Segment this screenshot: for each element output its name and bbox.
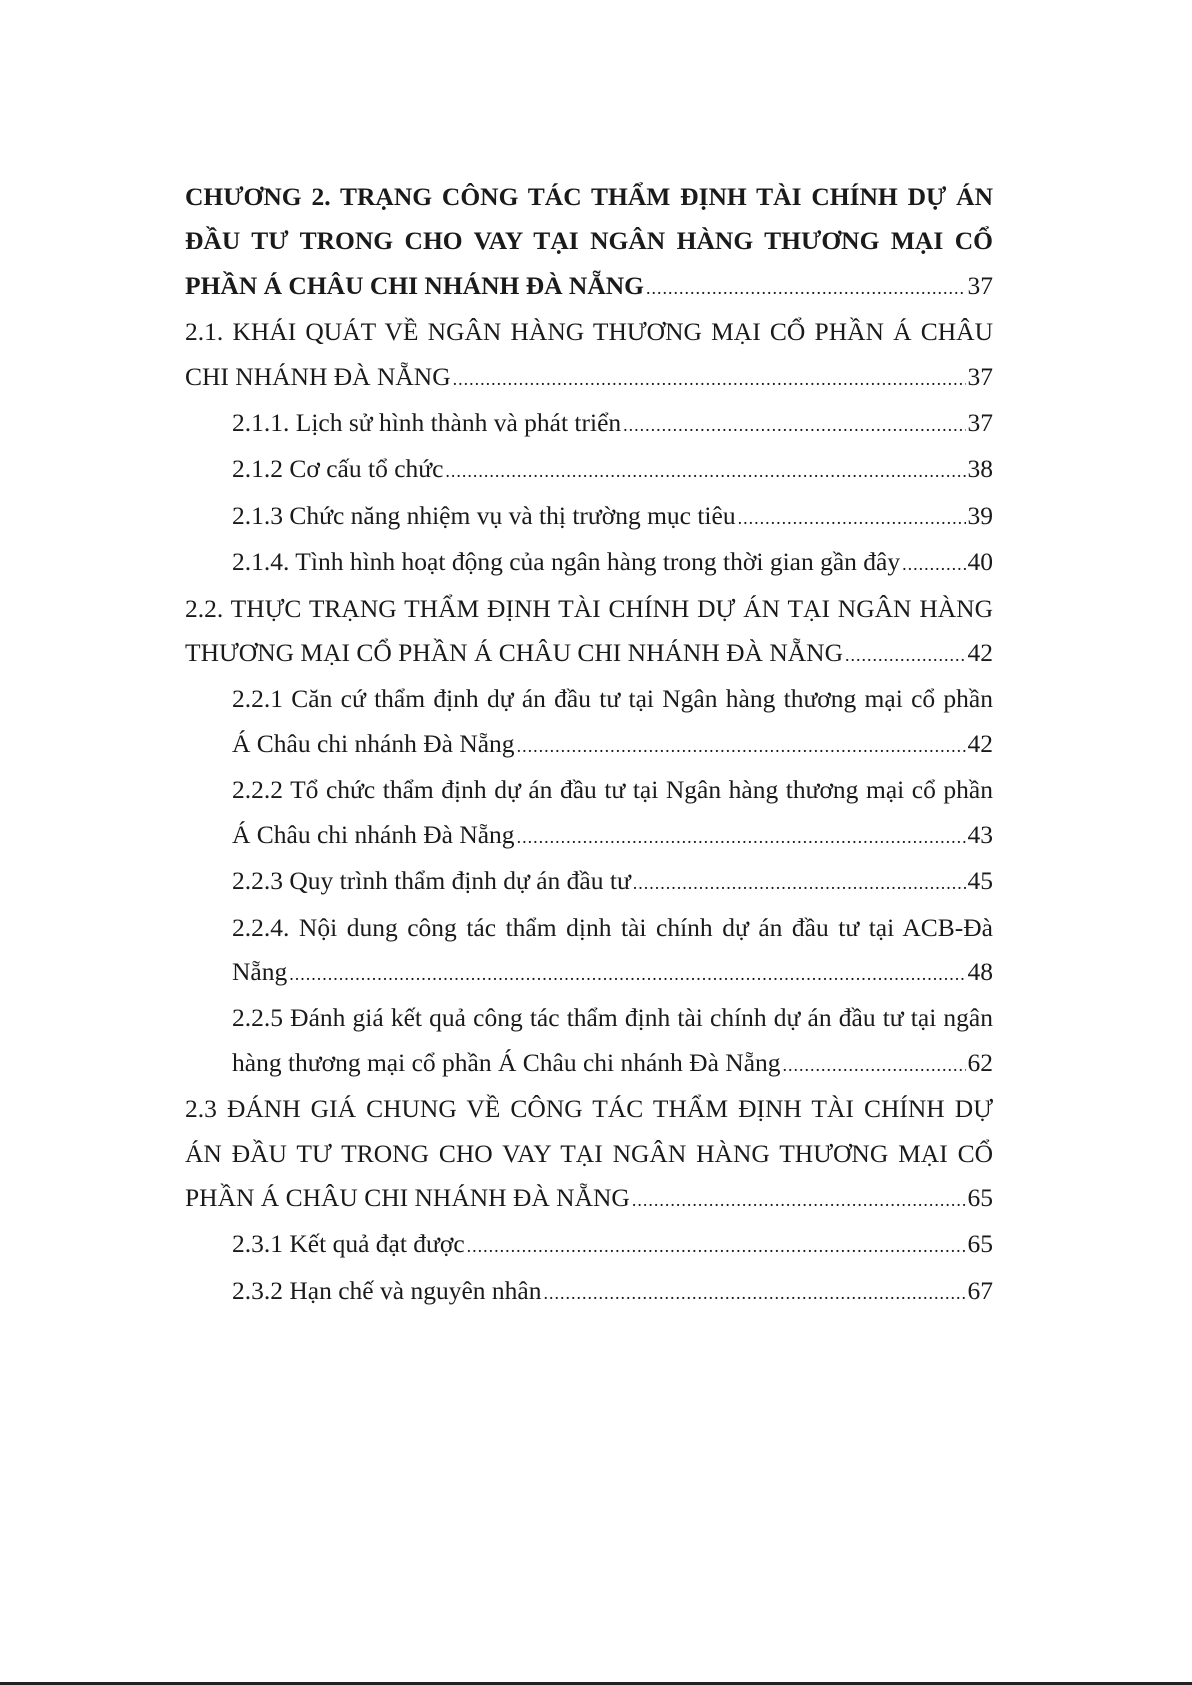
toc-entry-title: 2.2.1 Căn cứ thẩm định dự án đầu tư tại Ngân hàng thương mại cổ phần [232, 684, 993, 714]
toc-entry-last-line [232, 722, 993, 768]
toc-entry-title: PHẦN Á CHÂU CHI NHÁNH ĐÀ NẴNG [185, 1182, 630, 1212]
toc-page-number: 42 [967, 638, 993, 668]
toc-entry-last-line [232, 1269, 993, 1315]
toc-entry-last-line [185, 1176, 993, 1222]
toc-entry-last-line [185, 631, 993, 677]
dot-leader [289, 952, 965, 996]
toc-entry-title: PHẦN Á CHÂU CHI NHÁNH ĐÀ NẴNG [185, 270, 644, 300]
toc-entry-last-line [232, 1222, 993, 1268]
table-of-contents [185, 175, 993, 1315]
dot-leader [646, 266, 966, 310]
dot-leader [445, 449, 965, 493]
toc-entry-last-line [232, 540, 993, 586]
toc-entry-title: 2.1. KHÁI QUÁT VỀ NGÂN HÀNG THƯƠNG MẠI CỔ PHẦN Á CHÂU [185, 317, 993, 347]
toc-entry-last-line [232, 950, 993, 996]
toc-entry-line [232, 768, 993, 812]
toc-entry[interactable] [185, 175, 993, 310]
toc-entry-last-line [232, 447, 993, 493]
toc-entry[interactable] [185, 677, 993, 768]
toc-page-number: 48 [967, 956, 993, 986]
toc-entry-title: 2.2.2 Tổ chức thẩm định dự án đầu tư tại Ngân hàng thương mại cổ phần [232, 775, 993, 805]
toc-entry-title: 2.2. THỰC TRẠNG THẨM ĐỊNH TÀI CHÍNH DỰ ÁN TẠI NGÂN HÀNG [185, 593, 993, 623]
toc-entry[interactable] [185, 859, 993, 905]
toc-entry-line [185, 1087, 993, 1131]
toc-entry[interactable] [185, 540, 993, 586]
toc-entry-title: CHƯƠNG 2. TRẠNG CÔNG TÁC THẨM ĐỊNH TÀI CHÍNH DỰ ÁN [185, 182, 993, 211]
toc-page-number: 40 [967, 547, 993, 577]
toc-entry-last-line [232, 1041, 993, 1087]
toc-entry-title: 2.1.4. Tình hình hoạt động của ngân hàng trong thời gian gần đây [232, 547, 901, 577]
toc-entry-line [232, 996, 993, 1040]
toc-entry-last-line [232, 494, 993, 540]
toc-page-number: 42 [967, 728, 993, 758]
dot-leader [543, 1271, 965, 1315]
dot-leader [623, 403, 965, 447]
toc-page-number: 45 [967, 866, 993, 896]
toc-entry-title: 2.1.3 Chức năng nhiệm vụ và thị trường mục tiêu [232, 500, 736, 530]
toc-entry-last-line [185, 355, 993, 401]
toc-entry-title: 2.2.4. Nội dung công tác thẩm dịnh tài chính dự án đầu tư tại ACB-Đà [232, 912, 993, 942]
toc-entry[interactable] [185, 587, 993, 678]
toc-entry[interactable] [185, 768, 993, 859]
toc-entry-title: Nẵng [232, 956, 288, 986]
toc-entry-last-line [232, 859, 993, 905]
toc-entry-line [232, 677, 993, 721]
toc-entry-line [185, 310, 993, 354]
toc-entry[interactable] [185, 494, 993, 540]
toc-entry-title: 2.2.3 Quy trình thẩm định dự án đầu tư [232, 866, 631, 896]
toc-page-number: 37 [967, 408, 993, 438]
toc-entry-title: 2.3.2 Hạn chế và nguyên nhân [232, 1275, 542, 1305]
toc-entry-title: THƯƠNG MẠI CỔ PHẦN Á CHÂU CHI NHÁNH ĐÀ NẴNG [185, 638, 843, 668]
toc-page-number: 39 [967, 500, 993, 530]
toc-entry-last-line [232, 401, 993, 447]
toc-entry-line [185, 1132, 993, 1176]
toc-page-number: 67 [967, 1275, 993, 1305]
toc-entry[interactable] [185, 447, 993, 493]
dot-leader [632, 1178, 966, 1222]
toc-entry-title: 2.3 ĐÁNH GIÁ CHUNG VỀ CÔNG TÁC THẨM ĐỊNH TÀI CHÍNH DỰ [185, 1094, 993, 1124]
toc-entry-title: hàng thương mại cổ phần Á Châu chi nhánh Đà Nẵng [232, 1047, 781, 1077]
toc-entry-line [185, 219, 993, 263]
toc-entry-title: Á Châu chi nhánh Đà Nẵng [232, 728, 515, 758]
toc-page-number: 65 [967, 1229, 993, 1259]
dot-leader [453, 357, 966, 401]
toc-entry[interactable] [185, 310, 993, 401]
dot-leader [783, 1043, 966, 1087]
dot-leader [738, 496, 966, 540]
dot-leader [845, 633, 966, 677]
toc-entry-title: 2.2.5 Đánh giá kết quả công tác thẩm định tài chính dự án đầu tư tại ngân [232, 1003, 993, 1033]
toc-entry[interactable] [185, 906, 993, 997]
toc-page-number: 62 [967, 1047, 993, 1077]
toc-entry-title: 2.1.1. Lịch sử hình thành và phát triển [232, 408, 622, 438]
toc-entry[interactable] [185, 1222, 993, 1268]
toc-entry-line [185, 175, 993, 219]
toc-entry-line [185, 587, 993, 631]
toc-page-number: 43 [967, 819, 993, 849]
toc-entry-title: ĐẦU TƯ TRONG CHO VAY TẠI NGÂN HÀNG THƯƠNG MẠI CỔ [185, 226, 993, 256]
toc-page-number: 38 [967, 454, 993, 484]
toc-entry[interactable] [185, 996, 993, 1087]
toc-page-number: 37 [967, 361, 993, 391]
dot-leader [467, 1224, 966, 1268]
toc-entry-title: CHI NHÁNH ĐÀ NẴNG [185, 361, 451, 391]
dot-leader [517, 815, 966, 859]
dot-leader [902, 542, 965, 586]
toc-entry[interactable] [185, 1269, 993, 1315]
toc-page-number: 65 [967, 1182, 993, 1212]
toc-page-number: 37 [967, 270, 993, 300]
toc-entry-title: 2.3.1 Kết quả đạt được [232, 1229, 465, 1259]
dot-leader [517, 724, 966, 768]
toc-entry-title: 2.1.2 Cơ cấu tổ chức [232, 454, 444, 484]
toc-entry-title: Á Châu chi nhánh Đà Nẵng [232, 819, 515, 849]
toc-entry-title: ÁN ĐẦU TƯ TRONG CHO VAY TẠI NGÂN HÀNG THƯƠNG MẠI CỔ [185, 1138, 993, 1168]
toc-entry-last-line [185, 264, 993, 310]
toc-entry-last-line [232, 813, 993, 859]
dot-leader [633, 861, 966, 905]
toc-entry-line [232, 906, 993, 950]
toc-entry[interactable] [185, 1087, 993, 1222]
toc-entry[interactable] [185, 401, 993, 447]
